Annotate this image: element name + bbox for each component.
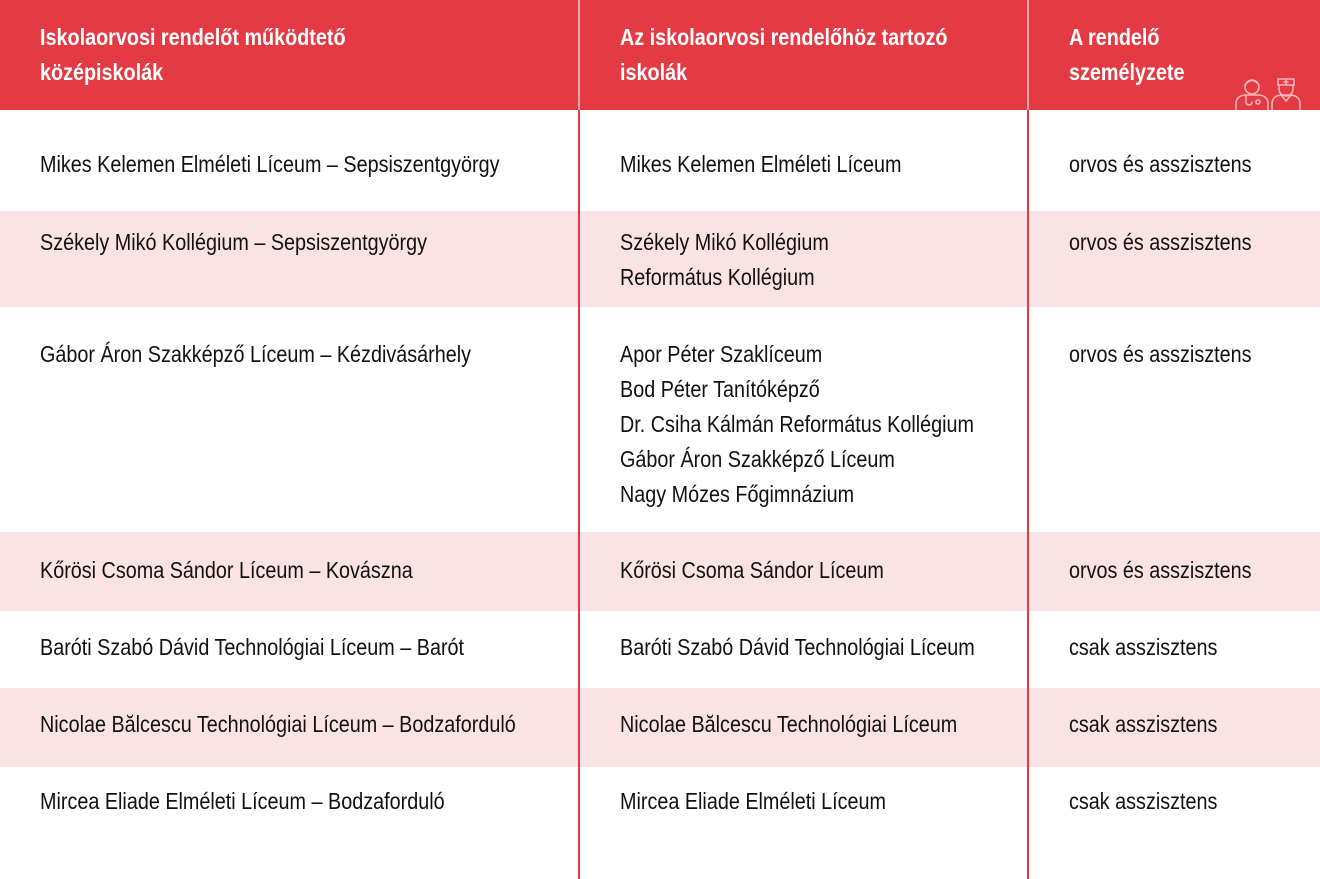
header-staff: A rendelő személyzete bbox=[1069, 24, 1185, 85]
table-row bbox=[0, 211, 1320, 307]
staff-cell: orvos és asszisztens bbox=[1069, 151, 1252, 177]
operator-cell: Mircea Eliade Elméleti Líceum – Bodzaforduló bbox=[40, 788, 445, 814]
schools-cell bbox=[620, 553, 1024, 588]
school-name: Székely Mikó Kollégium bbox=[620, 229, 829, 255]
staff-cell: csak asszisztens bbox=[1069, 711, 1218, 737]
school-name: Nagy Mózes Főgimnázium bbox=[620, 481, 855, 507]
schools-cell bbox=[620, 707, 1024, 742]
school-name: Apor Péter Szaklíceum bbox=[620, 341, 823, 367]
header-operator-schools: Iskolaorvosi rendelőt működtető középiskolák bbox=[40, 24, 346, 85]
staff-cell: csak asszisztens bbox=[1069, 634, 1218, 660]
header-divider bbox=[578, 0, 580, 110]
operator-cell: Mikes Kelemen Elméleti Líceum – Sepsiszentgyörgy bbox=[40, 151, 500, 177]
school-name: Kőrösi Csoma Sándor Líceum bbox=[620, 557, 884, 583]
schools-cell bbox=[620, 630, 1024, 665]
school-name: Mikes Kelemen Elméleti Líceum bbox=[620, 151, 902, 177]
school-name: Nicolae Bălcescu Technológiai Líceum bbox=[620, 711, 958, 737]
schools-cell bbox=[620, 225, 1024, 295]
staff-cell: orvos és asszisztens bbox=[1069, 229, 1252, 255]
table-row bbox=[0, 532, 1320, 611]
staff-cell: orvos és asszisztens bbox=[1069, 557, 1252, 583]
table-row bbox=[0, 110, 1320, 211]
school-name: Bod Péter Tanítóképző bbox=[620, 376, 820, 402]
operator-cell: Nicolae Bălcescu Technológiai Líceum – Bodzaforduló bbox=[40, 711, 516, 737]
schools-cell bbox=[620, 147, 1024, 182]
table-row bbox=[0, 688, 1320, 767]
schools-cell bbox=[620, 784, 1024, 819]
staff-cell: csak asszisztens bbox=[1069, 788, 1218, 814]
schools-cell bbox=[620, 337, 1024, 512]
table-header bbox=[0, 0, 1320, 110]
school-name: Dr. Csiha Kálmán Református Kollégium bbox=[620, 411, 974, 437]
school-name: Gábor Áron Szakképző Líceum bbox=[620, 446, 895, 472]
table-row bbox=[0, 307, 1320, 532]
school-name: Baróti Szabó Dávid Technológiai Líceum bbox=[620, 634, 975, 660]
column-divider bbox=[578, 0, 580, 879]
doctor-nurse-icon bbox=[1232, 72, 1308, 110]
table-row bbox=[0, 611, 1320, 688]
school-name: Mircea Eliade Elméleti Líceum bbox=[620, 788, 887, 814]
column-divider bbox=[1027, 0, 1029, 879]
header-divider bbox=[1027, 0, 1029, 110]
operator-cell: Gábor Áron Szakképző Líceum – Kézdivásárhely bbox=[40, 341, 471, 367]
school-name: Református Kollégium bbox=[620, 264, 815, 290]
staff-cell: orvos és asszisztens bbox=[1069, 341, 1252, 367]
header-assigned-schools: Az iskolaorvosi rendelőhöz tartozó iskolák bbox=[620, 24, 948, 85]
operator-cell: Székely Mikó Kollégium – Sepsiszentgyörgy bbox=[40, 229, 427, 255]
table-row bbox=[0, 767, 1320, 879]
operator-cell: Kőrösi Csoma Sándor Líceum – Kovászna bbox=[40, 557, 413, 583]
operator-cell: Baróti Szabó Dávid Technológiai Líceum – Barót bbox=[40, 634, 465, 660]
